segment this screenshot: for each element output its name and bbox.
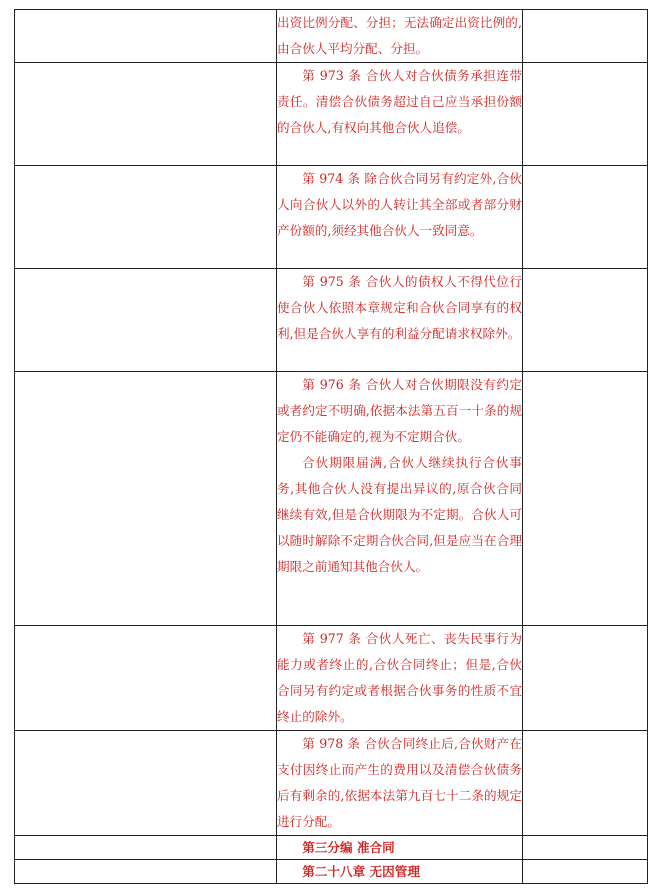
article-976-paragraph-2: 合伙期限届满,合伙人继续执行合伙事务,其他合伙人没有提出异议的,原合伙合同继续有效,但是合伙期限为不定期。合伙人可以随时解除不定期合伙合同,但是应当在合理期限之前通知其他合伙人。 [277,455,522,574]
table-row [15,63,648,166]
article-cell [277,269,523,372]
right-cell [523,372,648,626]
table-row [15,269,648,372]
chapter-heading: 第二十八章 无因管理 [302,864,420,879]
comparison-table [14,9,648,884]
left-cell [15,10,277,63]
right-cell [523,63,648,166]
left-cell [15,731,277,836]
article-cell [277,626,523,731]
article-cell [277,166,523,269]
heading-cell [277,860,523,884]
article-978: 第 978 条 合伙合同终止后,合伙财产在支付因终止而产生的费用以及清偿合伙债务后有剩余的,依据本法第九百七十二条的规定进行分配。 [277,736,522,829]
left-cell [15,626,277,731]
left-cell [15,836,277,860]
table-row [15,166,648,269]
table-row [15,10,648,63]
right-cell [523,269,648,372]
table-row [15,731,648,836]
article-973: 第 973 条 合伙人对合伙债务承担连带责任。清偿合伙债务超过自己应当承担份额的合伙人,有权向其他合伙人追偿。 [277,68,522,135]
right-cell [523,626,648,731]
article-974: 第 974 条 除合伙合同另有约定外,合伙人向合伙人以外的人转让其全部或者部分财产份额的,须经其他合伙人一致同意。 [277,171,522,238]
left-cell [15,372,277,626]
left-cell [15,166,277,269]
left-cell [15,63,277,166]
left-cell [15,269,277,372]
article-cell [277,63,523,166]
article-cell [277,372,523,626]
article-977: 第 977 条 合伙人死亡、丧失民事行为能力或者终止的,合伙合同终止；但是,合伙合同另有约定或者根据合伙事务的性质不宜终止的除外。 [277,631,522,724]
table-row [15,626,648,731]
subpart-heading: 第三分编 准合同 [302,840,395,855]
article-text: 出资比例分配、分担；无法确定出资比例的,由合伙人平均分配、分担。 [277,15,522,56]
article-cell [277,731,523,836]
table-row [15,372,648,626]
article-975: 第 975 条 合伙人的债权人不得代位行使合伙人依照本章规定和合伙合同享有的权利,但是合伙人享有的利益分配请求权除外。 [277,274,522,341]
right-cell [523,731,648,836]
article-cell [277,10,523,63]
right-cell [523,166,648,269]
heading-cell [277,836,523,860]
table-row [15,860,648,884]
table-row [15,836,648,860]
left-cell [15,860,277,884]
right-cell [523,836,648,860]
article-976: 第 976 条 合伙人对合伙期限没有约定或者约定不明确,依据本法第五百一十条的规定仍不能确定的,视为不定期合伙。 [277,377,522,444]
right-cell [523,860,648,884]
right-cell [523,10,648,63]
